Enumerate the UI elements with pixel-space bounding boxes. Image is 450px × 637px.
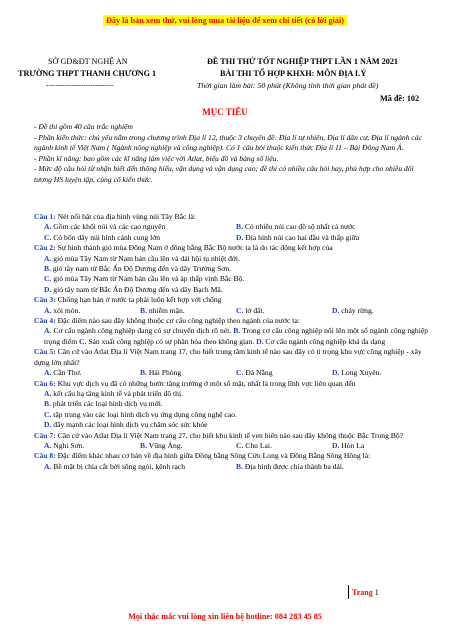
answer-option: C. Sản xuất công nghiệp có sự phân hóa theo không gian. bbox=[79, 336, 255, 346]
exam-code: Mã đề: 102 bbox=[380, 94, 420, 103]
answer-option: B. Có nhiều núi cao đồ sộ nhất cả nước bbox=[236, 222, 356, 232]
answer-option: B. nhiễm mặn. bbox=[140, 305, 185, 315]
hotline-footer: Mọi thắc mắc vui lòng xin liên hệ hotline: 084 283 45 85 bbox=[128, 612, 322, 621]
question-list bbox=[34, 212, 428, 472]
answer-option: B. Hải Phòng bbox=[140, 368, 182, 378]
answer-option: A. Cơ cấu ngành công nghiệp đang có sự chuyển dịch rõ nét. bbox=[44, 326, 232, 336]
answer-option: C. gió mùa Tây Nam từ Nam bán cầu lên và áp thấp vịnh Bắc Bộ. bbox=[44, 274, 245, 284]
answer-option: A. Nghi Sơn. bbox=[44, 440, 85, 450]
section-title: MỤC TIÊU bbox=[202, 107, 248, 117]
question-5: Câu 5: Căn cứ vào Atlat Địa lí Việt Nam trang 17, cho biết trung tâm kinh tế nào sau đây có tỉ trọng khu vực công nghiệp - xây dựng lớn nhất? A. Cần Thơ. B. Hải Phòng C. Đà Nẵng D. Long Xuyên. bbox=[34, 347, 428, 378]
answer-option: C. Đà Nẵng bbox=[236, 368, 273, 378]
answer-option: B. Địa hình được chia thành ba dải. bbox=[236, 461, 344, 471]
question-3: Câu 3: Chống hạn hán ở nước ta phải luôn kết hợp với chống A. xói mòn. B. nhiễm mặn. C. lở đất. D. cháy rừng. bbox=[34, 295, 428, 316]
answer-option: A. gió mùa Tây Nam từ Nam bán cầu lên và dải hội tụ nhiệt đới. bbox=[44, 253, 240, 263]
question-6: Câu 6: Khu vực dịch vụ đã có những bước tăng trưởng ở một số mặt, nhất là trong lĩnh vực liên quan đến A. kết cấu hạ tầng kinh tế và phát triển đô thị. B. phát triển các loại hình dịch vụ mới. C. tập trung vào các loại hình dịch vụ ứng dụng công nghệ cao. D. đẩy mạnh các loại hình dịch vụ chăm sóc sức khỏe bbox=[34, 379, 428, 431]
header-divider: ----------------------------- bbox=[46, 81, 114, 89]
exam-duration: Thời gian làm bài: 50 phút (Không tính thời gian phát đề) bbox=[197, 81, 379, 90]
answer-option: D. Cơ cấu ngành công nghiệp khá đa dạng bbox=[256, 336, 386, 346]
question-8: Câu 8: Đặc điểm khác nhau cơ bản về địa hình giữa Đồng bằng Sông Cửu Long và Đồng Bằng Sông Hồng là: A. Bề mặt bị chia cắt bởi sông ngòi, kênh rạch B. Địa hình được chia thành ba dải. bbox=[34, 451, 428, 472]
answer-option: A. kết cấu hạ tầng kinh tế và phát triển đô thị. bbox=[44, 388, 183, 398]
objective-item: - Phần kiến thức: chủ yếu nằm trong chương trình Địa lí 12, thuộc 3 chuyên đề: Địa lí tự nhiên, Địa lí dân cư, Địa lí ngành các ngành kinh tế Việt Nam ( Ngành nông nghiệp và công nghiệp). Có 1 câu hỏi thuộc kiến thức Địa lí 11 – Bài Đông Nam Á. bbox=[34, 132, 422, 152]
objectives-list bbox=[34, 122, 428, 185]
objective-item: - Đề thi gồm 40 câu trắc nghiệm bbox=[34, 122, 133, 131]
answer-option: A. Bề mặt bị chia cắt bởi sông ngòi, kênh rạch bbox=[44, 461, 186, 471]
answer-option: A. xói mòn. bbox=[44, 305, 81, 315]
answer-option: C. tập trung vào các loại hình dịch vụ ứng dụng công nghệ cao. bbox=[44, 409, 237, 419]
answer-option: C. Chu Lai. bbox=[236, 440, 272, 450]
department-name: SỞ GD&ĐT NGHỆ AN bbox=[48, 57, 128, 66]
answer-option: A. Cần Thơ. bbox=[44, 368, 82, 378]
question-2: Câu 2: Sự hình thành gió mùa Đông Nam ở đồng bằng Bắc Bộ nước ta là do tác động kết hợp của A. gió mùa Tây Nam từ Nam bán cầu lên và dải hội tụ nhiệt đới. B. gió tây nam từ Bắc Ấn Độ Dương đến và dãy Trường Sơn. C. gió mùa Tây Nam từ Nam bán cầu lên và áp thấp vịnh Bắc Bộ. D. gió tây nam từ Bắc Ấn Độ Dương đến và dãy Bạch Mã. bbox=[34, 243, 428, 295]
question-4: Câu 4: Đặc điểm nào sau đây không thuộc cơ cấu công nghiệp theo ngành của nước ta: A. Cơ cấu ngành công nghiệp đang có sự chuyển dịch rõ nét. B. Trong cơ cấu công nghiệp nổi lên một số ngành công nghiệp trọng điểm C. Sản xuất công nghiệp có sự phân hóa theo không gian. D. Cơ cấu ngành công nghiệp khá đa dạng bbox=[34, 316, 428, 346]
answer-option: C. Có bốn dãy núi hình cánh cung lớn bbox=[44, 232, 161, 242]
answer-option: B. Trong cơ cấu công nghiệp nổi lên một số ngành công nghiệp trọng điểm bbox=[44, 326, 428, 346]
exam-title: ĐỀ THI THỬ TỐT NGHIỆP THPT LẦN 1 NĂM 2021 bbox=[207, 57, 399, 66]
answer-option: D. Long Xuyên. bbox=[332, 368, 382, 378]
answer-option: B. gió tây nam từ Bắc Ấn Độ Dương đến và dãy Trường Sơn. bbox=[44, 264, 232, 274]
answer-option: B. phát triển các loại hình dịch vụ mới. bbox=[44, 399, 163, 409]
answer-option: D. đẩy mạnh các loại hình dịch vụ chăm sóc sức khỏe bbox=[44, 420, 208, 430]
answer-option: C. lở đất. bbox=[236, 305, 265, 315]
footer-divider bbox=[348, 585, 349, 599]
page-number: Trang 1 bbox=[352, 588, 379, 597]
answer-option: D. gió tây nam từ Bắc Ấn Độ Dương đến và dãy Bạch Mã. bbox=[44, 284, 223, 294]
objective-item: - Phần kĩ năng: bao gồm các kĩ năng làm việc với Atlat, biểu đồ và bảng số liệu. bbox=[34, 153, 279, 163]
exam-subject: BÀI THI TỔ HỢP KHXH: MÔN ĐỊA LÝ bbox=[220, 69, 367, 78]
answer-option: B. Vũng Áng. bbox=[140, 440, 183, 450]
answer-option: A. Gồm các khối núi và các cao nguyên bbox=[44, 222, 166, 232]
answer-option: D. Hòn La bbox=[332, 440, 365, 450]
answer-option: D. Địa hình núi cao hai đầu và thấp giữa bbox=[236, 232, 360, 242]
question-7: Câu 7: Căn cứ vào Atlat Địa lí Việt Nam trang 27, cho biết khu kinh tế ven biển nào sau đây không thuộc Bắc Trung Bộ? A. Nghi Sơn. B. Vũng Áng. C. Chu Lai. D. Hòn La bbox=[34, 431, 428, 452]
answer-option: D. cháy rừng. bbox=[332, 305, 374, 315]
question-1: Câu 1: Nét nổi bật của địa hình vùng núi Tây Bắc là: A. Gồm các khối núi và các cao nguyên B. Có nhiều núi cao đồ sộ nhất cả nước C. Có bốn dãy núi hình cánh cung lớn D. Địa hình núi cao hai đầu và thấp giữa bbox=[34, 212, 428, 243]
objective-item: - Mức độ câu hỏi từ nhận biết đến thông hiểu, vận dụng và vận dụng cao; đề thi có nhiều câu hỏi hay, phù hợp cho nhiều đối tượng HS luyện tập, củng cố kiến thức. bbox=[34, 164, 414, 184]
preview-banner: Đây là bản xem thử, vui lòng mua tài liệu để xem chi tiết (có lời giải) bbox=[0, 10, 450, 28]
school-name: TRƯỜNG THPT THANH CHƯƠNG 1 bbox=[18, 69, 157, 78]
